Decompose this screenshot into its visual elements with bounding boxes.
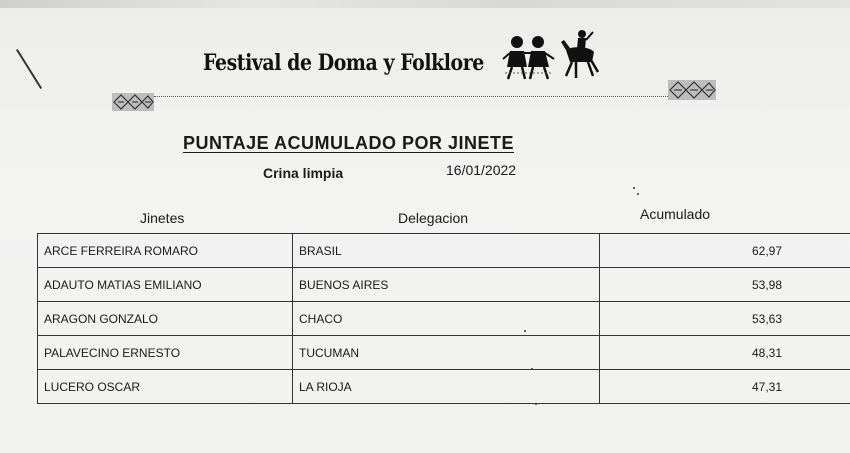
rider-name: ARAGON GONZALO [38,302,293,336]
accumulated-score: 47,31 [600,370,850,404]
report-category: Crina limpia [263,165,344,181]
scan-speck [637,193,639,195]
rider-name: PALAVECINO ERNESTO [38,336,293,370]
delegation-name: LA RIOJA [293,370,600,404]
festival-title: Festival de Doma y Folklore [203,50,484,76]
column-header-delegation: Delegacion [398,210,469,226]
scan-speck [531,368,533,370]
report-date: 16/01/2022 [446,162,517,178]
folk-dancers-logo-icon [500,33,558,81]
scan-speck [633,187,635,189]
ornament-right-icon [668,80,716,100]
delegation-name: TUCUMAN [293,336,600,370]
column-header-riders: Jinetes [140,210,185,226]
table-row [38,336,850,370]
accumulated-score: 53,98 [600,268,850,302]
report-title: PUNTAJE ACUMULADO POR JINETE [183,133,515,153]
rider-name: LUCERO OSCAR [38,370,293,404]
table-row [38,268,850,302]
scan-speck [524,330,526,332]
scan-edge [0,0,850,8]
accumulated-score: 53,63 [600,302,850,336]
accumulated-score: 48,31 [600,336,850,370]
rider-name: ADAUTO MATIAS EMILIANO [38,268,293,302]
table-row [38,302,850,336]
table-row [38,234,850,268]
delegation-name: BUENOS AIRES [293,268,600,302]
scan-speck [535,403,537,405]
delegation-name: CHACO [293,302,600,336]
accumulated-score: 62,97 [600,234,850,268]
ornament-left-icon [112,93,154,111]
ornament-divider [154,96,670,98]
column-header-accumulated: Acumulado [640,206,711,222]
rider-name: ARCE FERREIRA ROMARO [38,234,293,268]
table-row [38,370,850,404]
delegation-name: BRASIL [293,234,600,268]
horse-rider-logo-icon [560,28,600,80]
scores-table [37,233,850,404]
pen-mark [16,49,42,89]
